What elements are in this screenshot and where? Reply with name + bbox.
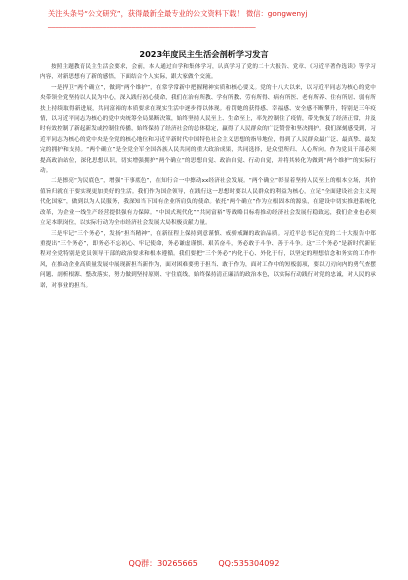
qq-group-text: QQ群：30265665: [128, 559, 198, 568]
document-body: [40, 62, 376, 291]
contact-footer: [0, 558, 408, 569]
promo-watermark: [48, 9, 398, 29]
document-title: 2023年度民主生活会剖析学习发言: [139, 49, 269, 59]
paragraph-section-1: 一是捍卫“两个确立”，做到“两个维护”，在常学常新中把握精神实质和核心要义。党的十八大以来，以习近平同志为核心的党中央带领全党坚持以人民为中心，深入践行初心使命，我们在治有所教、学有所教、劳有所得、病有所医、老有所养、住有所居、弱有所扶上持续取得新进展，共同富裕的本质要求在现实生活中逐步得以体现。看罚她的获得感、幸福感、安全感不断攀升，特别是三年疫情，以习近平同志为核心的党中央统筹全局果断决策，始终坚持人民至上、生命至上，率先控制住了疫情，带先恢复了经济正常，并及时有效控制了新起新发或控制住传播，始终保持了经济社会的总体稳定，赢得了人民群众的广泛赞誉和坚决拥护。我们深刻感受到，习近平同志为核心的党中央是全党的核心地位和习近平新时代中国特色社会主义思想的指导地位，得到了人民群众最广泛、最真挚、最发完的拥护和支持。“两个确立”是全党全军全国各族人民共同的重大政治成果，共同选择，是众望所归、人心所向。作为党员干部必须提高政治站位，深化思想认识，切实增强拥护“两个确立”的思想自觉、政治自觉、行动自觉，并将其转化为做到“两个维护”的实际行动。: [40, 84, 376, 175]
paragraph-section-2: 二是擦亮“为民底色”，增强“干事底色”，在知行合一中擦动xx经济社会发展。“两个确立”彰显着坚持人民至上的根本立场，其价值旨归就在于要实现更加美好的生活。我们作为国企领导，在践行这一思想时要以人民群众的利益为核心，立足“全面建设社会主义现代化国家”，做到以为人民服务，我深知当下国有企业所肩负的使命。依托“两个确立”作为立根固本的源泉，在建设中切实推进系统化改革，为企业一线生产经营提供强有力保障。“中国式现代化”“共同富裕”等战略目标将推动经济社会发展行稳致远，我们企业也必须立足本职岗位，以实际行动为全市经济社会发展大局积极贡献力量。: [40, 178, 376, 227]
promo-text: 关注头条号“公文研究”，获得最新全最专业的公文资料下载！ 微信：gongwenyj: [48, 9, 308, 18]
paragraph-intro: 按照主题教育民主生活会要求，会前，本人通过自学和集体学习，认真学习了党的二十大报告、党章、《习近平著作选读》等学习内容，对新思想有了新的感悟，下面结合个人实际，跟大家做个交流。: [40, 64, 376, 81]
qq-number-text: QQ:535304092: [218, 559, 280, 568]
promo-underline: _________________________________________________________: [48, 19, 256, 28]
paragraph-section-3: 三是牢记“三个务必”，发扬“担当精神”，在新征程上保持到意谨慎、戒骄戒躁的政治品质。习近平总书记在党的二十大报告中郑重提出“三个务必”，即务必不忘初心、牢记使命，务必谦虚谨慎、艰苦奋斗，务必敢于斗争、善于斗争。这“三个务必”是新时代新征程对全党特别是党员领导干部的政治要求和根本遵循。我们要把“三个务必”内化于心、外化于行，以坚定的理想信念和务实的工作作风，在推动企业高质量发展中展现新担当新作为，面对困难要勇于担当、敢于作为，面对工作中的短板弱项，要以刀刃向内的勇气查摆问题、剖析根源、整改落实，努力做到坚持原则、守住底线，始终保持清正廉洁的政治本色，以实际行动践行对党的忠诚，对人民的承诺，对事业的担当。: [40, 230, 376, 289]
